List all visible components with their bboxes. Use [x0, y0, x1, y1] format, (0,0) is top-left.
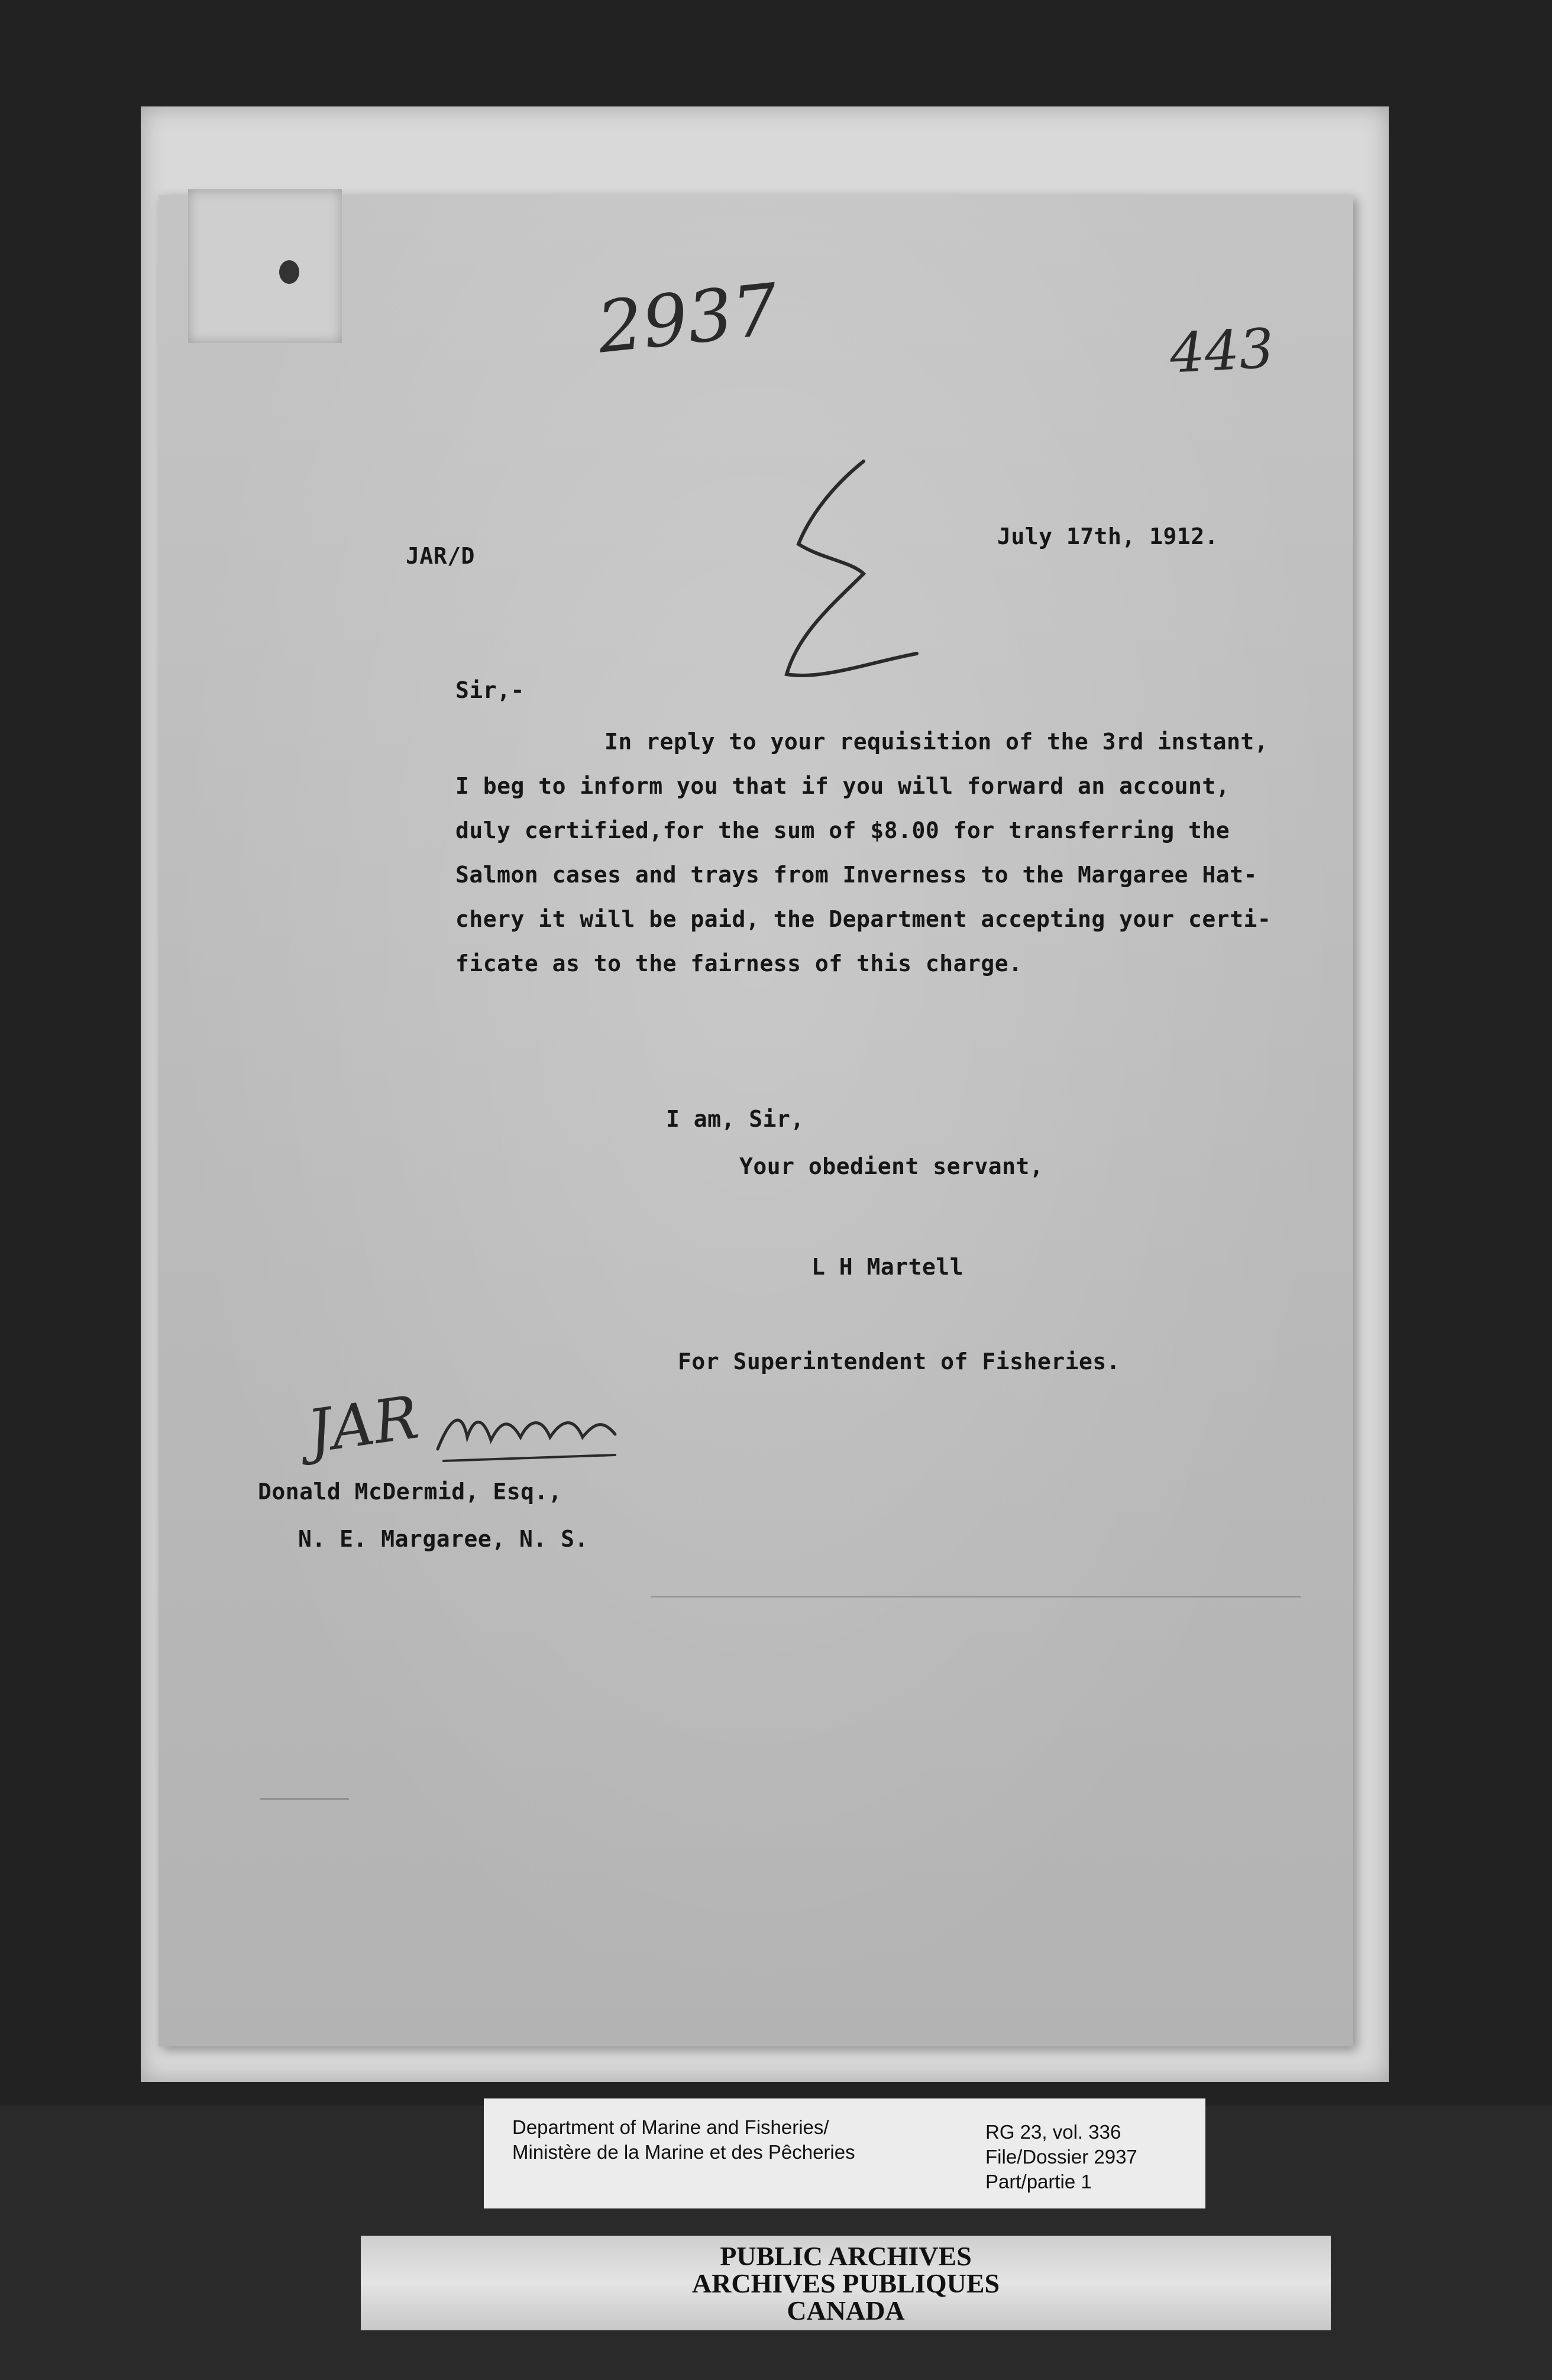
signer-title: For Superintendent of Fisheries. — [678, 1349, 1121, 1375]
label-part-number: Part/partie 1 — [985, 2171, 1092, 2193]
closing-line: I am, Sir, — [666, 1106, 804, 1132]
signer-name: L H Martell — [811, 1254, 964, 1280]
scan-artifact-line — [651, 1596, 1301, 1598]
scan-artifact-line — [260, 1798, 349, 1800]
body-line: chery it will be paid, the Department accepting your certi- — [455, 906, 1272, 932]
body-line: Salmon cases and trays from Inverness to the Margaree Hat- — [455, 862, 1257, 888]
label-department-fr: Ministère de la Marine et des Pêcheries — [512, 2141, 855, 2163]
signature-scribble — [426, 1396, 627, 1473]
punch-hole — [279, 260, 299, 284]
body-line: duly certified,for the sum of $8.00 for transferring the — [455, 817, 1230, 843]
salutation: Sir,- — [455, 677, 525, 703]
reference-code: JAR/D — [406, 543, 475, 569]
letter-date: July 17th, 1912. — [997, 523, 1219, 549]
stamp-line: CANADA — [787, 2295, 905, 2326]
stamp-line: ARCHIVES PUBLIQUES — [691, 2268, 1000, 2298]
file-number-handwritten: 2937 — [593, 269, 782, 370]
closing-line: Your obedient servant, — [739, 1153, 1044, 1179]
body-line: In reply to your requisition of the 3rd instant, — [604, 729, 1269, 755]
label-department-en: Department of Marine and Fisheries/ — [512, 2116, 829, 2138]
stamp-line: PUBLIC ARCHIVES — [720, 2241, 972, 2271]
label-file-number: File/Dossier 2937 — [985, 2146, 1137, 2168]
archives-stamp — [361, 2236, 1331, 2330]
handwritten-mark — [763, 450, 935, 698]
folio-number: 443 — [1168, 316, 1276, 386]
body-line: ficate as to the fairness of this charge. — [455, 950, 1023, 976]
label-record-group: RG 23, vol. 336 — [985, 2121, 1121, 2143]
folder-tab — [188, 189, 342, 343]
body-line: I beg to inform you that if you will forward an account, — [455, 773, 1230, 799]
initials-handwritten: JAR — [303, 1382, 423, 1467]
addressee-place: N. E. Margaree, N. S. — [298, 1526, 589, 1552]
addressee-name: Donald McDermid, Esq., — [258, 1479, 562, 1505]
